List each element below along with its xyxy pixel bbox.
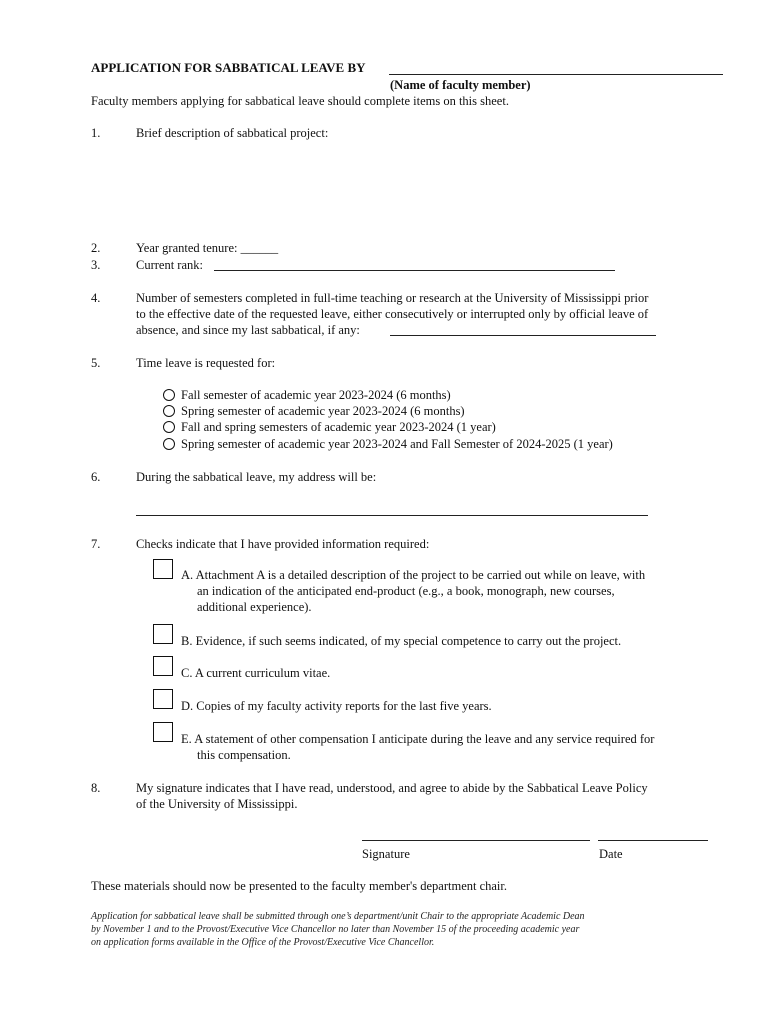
item-3-text: Current rank: — [136, 258, 203, 272]
item-6-text: During the sabbatical leave, my address will be: — [136, 470, 377, 484]
radio-option-2[interactable] — [163, 405, 175, 417]
radio-label-2: Spring semester of academic year 2023-2024 (6 months) — [181, 404, 465, 418]
check-b-line-1: B. Evidence, if such seems indicated, of my special competence to carry out the project. — [181, 634, 622, 648]
check-d-line-1: D. Copies of my faculty activity reports for the last five years. — [181, 699, 492, 713]
current-rank-line[interactable] — [214, 270, 615, 271]
check-a-line-3: additional experience). — [197, 600, 312, 614]
tenure-year-field[interactable] — [250, 240, 294, 256]
checkbox-d[interactable] — [153, 689, 173, 709]
item-4-line-3: absence, and since my last sabbatical, if any: — [136, 323, 360, 337]
footnote-line-3: on application forms available in the Office of the Provost/Executive Vice Chancellor. — [91, 937, 435, 948]
check-c-line-1: C. A current curriculum vitae. — [181, 666, 331, 680]
check-e-line-2: this compensation. — [197, 748, 291, 762]
item-6-number: 6. — [91, 470, 101, 484]
item-2-number: 2. — [91, 241, 101, 255]
intro-text: Faculty members applying for sabbatical leave should complete items on this sheet. — [91, 94, 509, 108]
name-caption: (Name of faculty member) — [390, 78, 531, 92]
item-5-number: 5. — [91, 356, 101, 370]
item-8-line-1: My signature indicates that I have read, understood, and agree to abide by the Sabbatical Leave Policy — [136, 781, 648, 795]
checkbox-b[interactable] — [153, 624, 173, 644]
signature-label: Signature — [362, 847, 410, 861]
checkbox-a[interactable] — [153, 559, 173, 579]
item-2-text: Year granted tenure: ______ — [136, 241, 279, 255]
signature-line[interactable] — [362, 840, 590, 841]
address-line[interactable] — [136, 515, 648, 516]
date-line[interactable] — [598, 840, 708, 841]
item-8-line-2: of the University of Mississippi. — [136, 797, 298, 811]
date-label: Date — [599, 847, 623, 861]
semesters-completed-line[interactable] — [390, 335, 656, 336]
item-4-line-2: to the effective date of the requested leave, either consecutively or interrupted only by official leave of — [136, 307, 649, 321]
item-3-number: 3. — [91, 258, 101, 272]
item-7-number: 7. — [91, 537, 101, 551]
item-5-text: Time leave is requested for: — [136, 356, 276, 370]
checkbox-e[interactable] — [153, 722, 173, 742]
check-a-line-1: A. Attachment A is a detailed description of the project to be carried out while on leave, with — [181, 568, 646, 582]
check-e-line-1: E. A statement of other compensation I anticipate during the leave and any service required for — [181, 732, 655, 746]
footnote-line-1: Application for sabbatical leave shall be submitted through one’s department/unit Chair to the appropriate Academic Dean — [91, 911, 585, 922]
form-title: APPLICATION FOR SABBATICAL LEAVE BY — [91, 60, 366, 75]
check-a-line-2: an indication of the anticipated end-product (e.g., a book, monograph, new courses, — [197, 584, 615, 598]
item-8-number: 8. — [91, 781, 101, 795]
radio-option-4[interactable] — [163, 438, 175, 450]
checkbox-c[interactable] — [153, 656, 173, 676]
item-7-text: Checks indicate that I have provided information required: — [136, 537, 430, 551]
project-description-area[interactable] — [136, 145, 716, 230]
item-1-text: Brief description of sabbatical project: — [136, 126, 329, 140]
faculty-name-line[interactable] — [389, 74, 723, 75]
item-4-number: 4. — [91, 291, 101, 305]
footnote-line-2: by November 1 and to the Provost/Executive Vice Chancellor no later than November 15 of the proceeding academic year — [91, 924, 580, 935]
radio-option-1[interactable] — [163, 389, 175, 401]
radio-option-3[interactable] — [163, 421, 175, 433]
radio-label-1: Fall semester of academic year 2023-2024 (6 months) — [181, 388, 451, 402]
item-4-line-1: Number of semesters completed in full-time teaching or research at the University of Mississippi prior — [136, 291, 649, 305]
item-1-number: 1. — [91, 126, 101, 140]
radio-label-4: Spring semester of academic year 2023-2024 and Fall Semester of 2024-2025 (1 year) — [181, 437, 613, 451]
closing-text: These materials should now be presented to the faculty member's department chair. — [91, 879, 508, 893]
radio-label-3: Fall and spring semesters of academic year 2023-2024 (1 year) — [181, 420, 496, 434]
